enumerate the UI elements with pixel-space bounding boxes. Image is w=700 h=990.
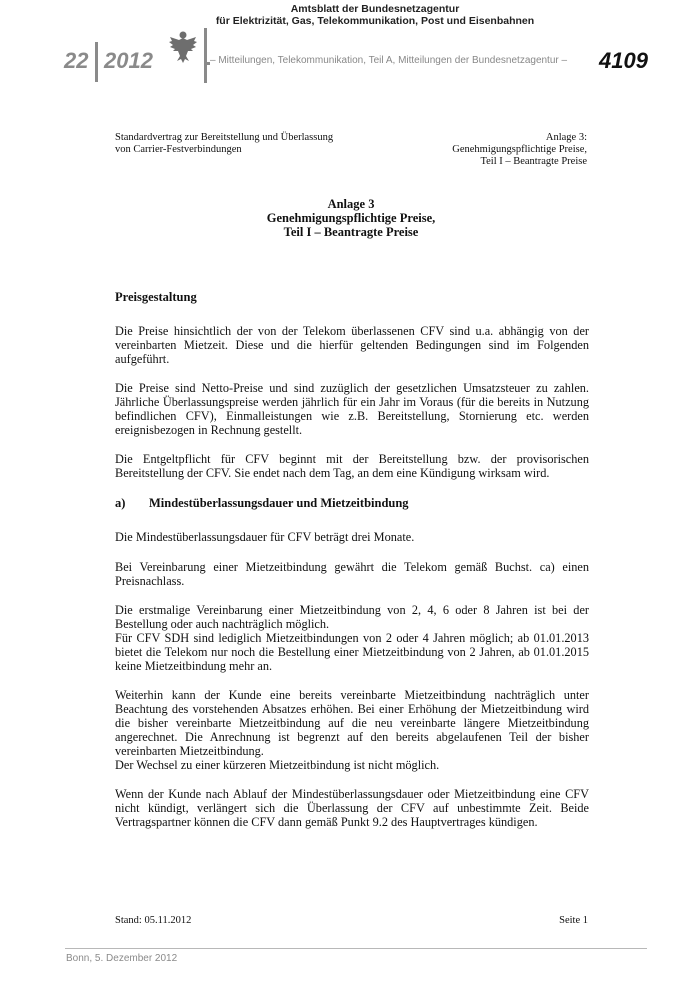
footer-divider bbox=[65, 948, 647, 949]
page-title-line2: Genehmigungspflichtige Preise, bbox=[266, 211, 436, 225]
annex-reference-line3: Teil I – Beantragte Preise bbox=[480, 156, 587, 167]
contract-name bbox=[115, 132, 333, 156]
paragraph: Wenn der Kunde nach Ablauf der Mindestüberlassungsdauer oder Mietzeitbindung eine CFV nicht kündigt, verlängert sich die Überlassung der CFV auf unbestimmte Zeit. Beide Vertragspartner können die CFV dann gemäß Punkt 9.2 des Hauptvertrages kündigen. bbox=[115, 787, 589, 829]
paragraph: Die Mindestüberlassungsdauer für CFV beträgt drei Monate. bbox=[115, 530, 415, 544]
contract-name-line1: Standardvertrag zur Bereitstellung und Überlassung bbox=[115, 132, 334, 143]
paragraph: Bei Vereinbarung einer Mietzeitbindung gewährt die Telekom gemäß Buchst. ca) einen Preisnachlass. bbox=[115, 560, 589, 588]
subsection-label: a) bbox=[115, 496, 126, 510]
page-title bbox=[115, 197, 587, 239]
gazette-title-line1: Amtsblatt der Bundesnetzagentur bbox=[290, 3, 460, 15]
gazette-subtitle: – Mitteilungen, Telekommunikation, Teil A, Mitteilungen der Bundesnetzagentur – bbox=[210, 55, 568, 66]
subsection-heading bbox=[115, 496, 589, 510]
page-title-line1: Anlage 3 bbox=[327, 197, 375, 211]
issue-number: 22 bbox=[64, 48, 89, 73]
gazette-title bbox=[210, 3, 540, 27]
publication-date: Bonn, 5. Dezember 2012 bbox=[66, 953, 178, 964]
paragraph: Die erstmalige Vereinbarung einer Mietzeitbindung von 2, 4, 6 oder 8 Jahren ist bei der Bestellung oder auch nachträglich möglich. bbox=[115, 603, 589, 631]
document-page: Seite 1 bbox=[559, 915, 588, 926]
paragraph: Für CFV SDH sind lediglich Mietzeitbindungen von 2 oder 4 Jahren möglich; ab 01.01.2013 bietet die Telekom nur noch die Bestellung einer Mietzeitbindung von 2 Jahren, ab 01.01.2015 keine Mietzeitbindung mehr an. bbox=[115, 631, 589, 673]
page-number: 4109 bbox=[599, 48, 648, 73]
header-divider bbox=[95, 42, 98, 82]
paragraph: Die Preise sind Netto-Preise und sind zuzüglich der gesetzlichen Umsatzsteuer zu zahlen. Jährliche Überlassungspreise werden jährlich für ein Jahr im Voraus (für die bereits in Nutzung befindlichen CFV), Einmalleistungen wie z.B. Bereitstellung, Stornierung etc. werden ereignisbezogen in Rechnung gestellt. bbox=[115, 381, 589, 437]
section-heading: Preisgestaltung bbox=[115, 290, 197, 304]
paragraph: Die Preise hinsichtlich der von der Telekom überlassenen CFV sind u.a. abhängig von der vereinbarten Mietzeit. Diese und die hierfür geltenden Bedingungen sind im Folgenden aufgeführt. bbox=[115, 324, 589, 366]
paragraph: Weiterhin kann der Kunde eine bereits vereinbarte Mietzeitbindung nachträglich unter Beachtung des vorstehenden Absatzes erhöhen. Bei einer Erhöhung der Mietzeitbindung wird die bisher vereinbarte Mietzeitbindung auf die neu vereinbarte längere Mietzeitbindung angerechnet. Die Anrechnung ist begrenzt auf den bereits abgelaufenen Teil der bisher vereinbarten Mietzeitbindung. bbox=[115, 688, 589, 758]
federal-eagle-icon bbox=[168, 30, 198, 64]
document-body bbox=[115, 290, 589, 829]
document-date: Stand: 05.11.2012 bbox=[115, 915, 192, 926]
paragraph: Die Entgeltpflicht für CFV beginnt mit der Bereitstellung bzw. der provisorischen Bereitstellung der CFV. Sie endet nach dem Tag, an dem eine Kündigung wirksam wird. bbox=[115, 452, 589, 480]
page-title-line3: Teil I – Beantragte Preise bbox=[283, 225, 419, 239]
contract-name-line2: von Carrier-Festverbindungen bbox=[115, 144, 242, 155]
subsection-title: Mindestüberlassungsdauer und Mietzeitbindung bbox=[149, 496, 409, 510]
gazette-title-line2: für Elektrizität, Gas, Telekommunikation, Post und Eisenbahnen bbox=[215, 15, 535, 27]
annex-reference-line1: Anlage 3: bbox=[545, 132, 587, 143]
header-divider-2 bbox=[204, 28, 207, 83]
paragraph: Der Wechsel zu einer kürzeren Mietzeitbindung ist nicht möglich. bbox=[115, 758, 440, 772]
annex-reference-line2: Genehmigungspflichtige Preise, bbox=[452, 144, 587, 155]
issue-year: 2012 bbox=[104, 48, 153, 73]
annex-reference bbox=[452, 132, 587, 168]
